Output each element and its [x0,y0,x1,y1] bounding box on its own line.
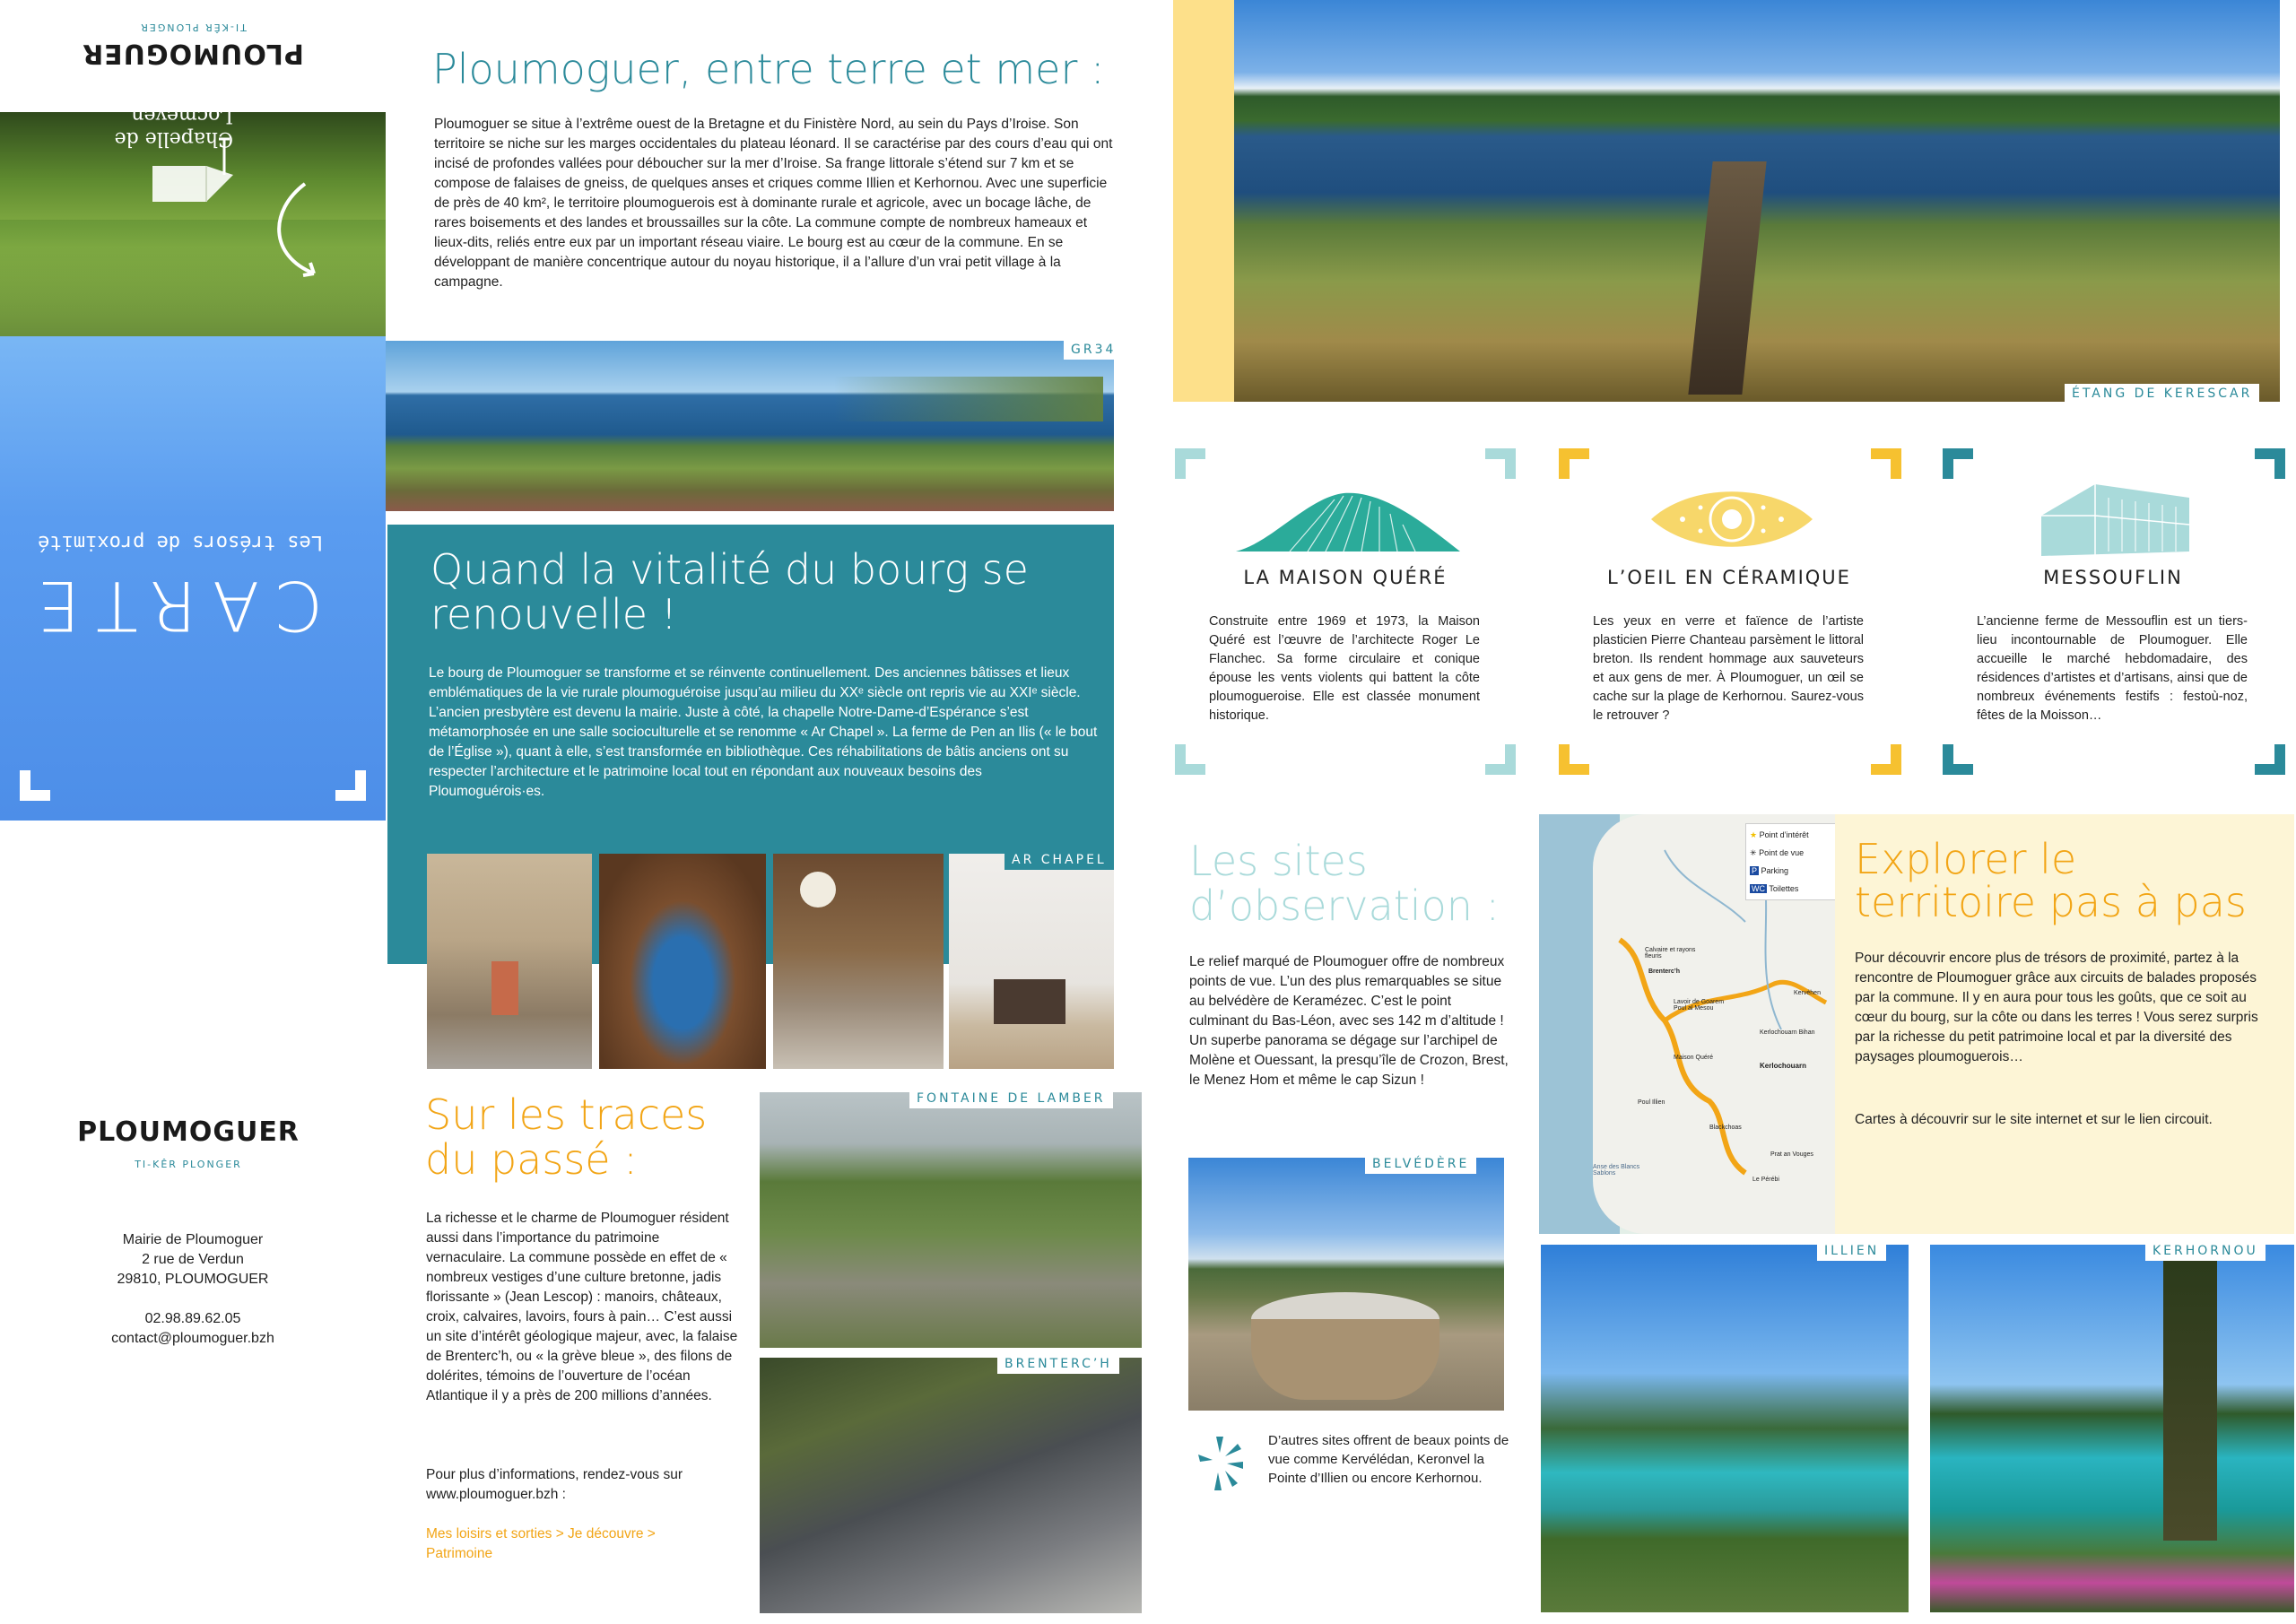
corner-bracket-icon [1943,744,1973,775]
card-text-maison-quere: Construite entre 1969 et 1973, la Maison Quéré est l’œuvre de l’architecte Roger Le Flanchec. Sa forme circulaire et conique épouse les vents violents qui battent la côte ploumogueroise. Elle est classée monument historique. [1209,614,1480,723]
card-text-messouflin: L’ancienne ferme de Messouflin est un tiers-lieu incontournable de Ploumoguer. Elle accueille le marché hebdomadaire, des résidences d’artistes et d’artisans, ainsi que de nombreux événements festifs : festoù-noz, fêtes de la Moisson… [1977,614,2248,723]
corner-bracket-icon [1485,448,1516,479]
corner-bracket-icon [1559,744,1589,775]
caption-gr34: GR34 [1064,340,1123,360]
toilets-icon: WC [1752,884,1765,893]
intro-text: Ploumoguer se situe à l’extrême ouest de la Bretagne et du Finistère Nord, au sein du Pays d’Iroise. Son territoire se niche sur les marges occidentales du plateau léonard. Il se caractérise par des cours d’eau qui ont incisé de profondes vallées pour déboucher sur la mer d’Iroise. Sa frange littorale s’étend sur 7 km et se compose de falaises de gneiss, de quelques anses et criques comme Illien et Kerhornou. Avec une superficie de près de 40 km², le territoire ploumoguerois est à dominante rurale et agricole, avec un bocage lâche, de rares boisements et des landes et broussailles sur la côte. La commune compte de nombreux hameaux et lieux-dits, reliés entre eux par un important réseau viaire. Le bourg est au cœur de la commune. En se développant de manière concentrique autour du noyau historique, il a l’allure d’un vrai petit village à la campagne. [434,117,1113,290]
caption-illien: ILLIEN [1817,1241,1886,1261]
parking-icon: P [1752,866,1758,875]
viewpoint-icon: ✳ [1750,848,1757,857]
star-icon: ★ [1750,830,1758,839]
corner-bracket-icon [20,770,50,801]
address-line: 29810, PLOUMOGUER [117,1272,269,1287]
card-title-maison-quere: LA MAISON QUÉRÉ [1243,567,1448,588]
traces-link[interactable]: Mes loisirs et sorties > Je découvre > Patrimoine [426,1526,656,1561]
corner-bracket-icon [20,82,50,112]
caption-belvedere: BELVÉDÈRE [1365,1154,1476,1174]
photo-gr34 [386,341,1114,511]
map[interactable] [1539,814,1835,1234]
explorer-title: Explorer le territoire pas à pas [1855,835,2247,926]
photo-belvedere [1188,1158,1504,1411]
corner-bracket-icon [1559,448,1589,479]
sites-note: D’autres sites offrent de beaux points de vue comme Kervélédan, Keronvel la Pointe d’Illien ou encore Kerhornou. [1268,1433,1509,1486]
map-place: Le Pérébi [1752,1177,1779,1183]
chapel-label: Chapelle de Locmeven [114,104,233,150]
map-place: Kervéhen [1794,990,1821,996]
traces-title: Sur les traces du passé : [425,1090,708,1184]
card-text-oeil: Les yeux en verre et faïence de l’artiste plasticien Pierre Chanteau parsèment le littoral breton. Ils rendent hommage aux sauveteurs et aux gens de mer. À Ploumoguer, un œil se cache sur la plage de Kerhornou. Saurez-vous le retrouver ? [1593,614,1864,723]
caption-brenterch: BRENTERC’H [997,1354,1119,1374]
map-place: Lavoir de Goarem Poul al Mesou [1674,999,1725,1012]
maison-quere-icon [1236,489,1460,556]
corner-bracket-icon [1485,744,1516,775]
map-place: Calvaire et rayons fleuris [1645,947,1696,960]
map-place: Maison Quéré [1674,1055,1713,1061]
vitalite-title: Quand la vitalité du bourg se renouvelle ! [430,545,1029,638]
corner-bracket-icon [335,770,366,801]
caption-kerhornou: KERHORNOU [2145,1241,2266,1261]
legend-item: ★ Point d’intérêt [1750,830,1809,839]
viewpoint-icon [1195,1435,1245,1498]
legend-item: P Parking [1752,866,1789,875]
map-place: Kerlochouarn Bihan [1760,1029,1815,1036]
cover-panel [0,0,386,821]
map-place: Anse des Blancs Sablons [1593,1164,1640,1177]
photo-ar-chapel-1 [427,854,592,1069]
photo-fontaine [760,1092,1142,1348]
photo-kerhornou [1930,1245,2294,1612]
photo-kerescar [1234,0,2280,402]
photo-ar-chapel-3 [773,854,944,1069]
traces-text: La richesse et le charme de Ploumoguer résident aussi dans l’importance du patrimoine vernaculaire. La commune possède en effet de « nombreux vestiges d’une culture bretonne, jadis florissante » (Jean Lescop) : manoirs, châteaux, croix, calvaires, lavoirs, fours à pain… C’est aussi un site d’intérêt géologique majeur, avec, la falaise de Brenterc’h, ou « la grève bleue », des filons de dolérites, témoins de l’ouverture de l’océan Atlantique il y a près de 200 millions d’années. [426,1211,738,1403]
photo-illien [1541,1245,1909,1612]
yellow-strip [1173,0,1234,402]
caption-fontaine: FONTAINE DE LAMBER [909,1089,1113,1108]
corner-bracket-icon [1943,448,1973,479]
intro-title: Ploumoguer, entre terre et mer : [432,45,1105,93]
corner-bracket-icon [2255,744,2285,775]
cover-brand-sub: TI-KÊR PLONGER [139,22,247,33]
card-title-messouflin: MESSOUFLIN [2043,567,2183,588]
legend-item: WC Toilettes [1752,884,1799,893]
legend-item: ✳ Point de vue [1750,848,1805,857]
back-brand-sub: TI-KÊR PLONGER [135,1159,242,1170]
explorer-text2: Cartes à découvrir sur le site internet et sur le lien circouit. [1855,1112,2213,1127]
map-place: Kerlochouarn [1760,1062,1807,1070]
carte-title: CARTE [21,566,323,646]
sites-title: Les sites d’observation : [1189,837,1500,930]
vitalite-text: Le bourg de Ploumoguer se transforme et se réinvente continuellement. Des anciennes bâtisses et lieux emblématiques de la vie rurale ploumoguéroise jusqu’au milieu du XXᵉ siècle ont repris vie au XXIᵉ siècle. L’ancien presbytère est devenu la mairie. Juste à côté, la chapelle Notre-Dame-d’Espérance s’est métamorphosée en une salle socioculturelle et se renomme « Ar Chapel ». La ferme de Pen an Ilis (« le bout de l’Église »), quant à elle, s’est transformée en bibliothèque. Ces réhabilitations de bâtis anciens ont su respecter l’architecture et le patrimoine local tout en répondant aux nouveaux besoins des Ploumoguérois·es. [429,665,1098,799]
messouflin-farm-icon [2032,480,2194,560]
corner-bracket-icon [2255,448,2285,479]
address-line: 2 rue de Verdun [142,1252,244,1267]
corner-bracket-icon [1871,448,1901,479]
map-place: Brenterc’h [1648,968,1681,975]
map-place: Poul Illien [1638,1099,1665,1106]
arrow-curve-icon [260,175,323,282]
cover-brand: PLOUMOGUER [82,38,304,69]
photo-brenterch [760,1358,1142,1613]
map-place: Blackchoas [1709,1125,1742,1131]
carte-subtitle: Les trésors de proximité [38,531,323,553]
caption-ar-chapel: AR CHAPEL [1004,850,1114,870]
photo-ar-chapel-4 [949,854,1114,1069]
photo-ar-chapel-2 [599,854,766,1069]
caption-kerescar: ÉTANG DE KERESCAR [2065,384,2259,404]
map-place: Prat an Vouges [1770,1151,1813,1158]
email-link[interactable]: contact@ploumoguer.bzh [111,1331,274,1346]
traces-more: Pour plus d’informations, rendez-vous sur www.ploumoguer.bzh : [426,1467,683,1502]
corner-bracket-icon [1175,448,1205,479]
address-line: Mairie de Ploumoguer [122,1232,264,1247]
back-brand: PLOUMOGUER [77,1116,300,1148]
address-block [54,1230,332,1349]
ceramic-eye-icon [1647,482,1817,556]
corner-bracket-icon [335,82,366,112]
map-legend [1745,823,1835,900]
corner-bracket-icon [1175,744,1205,775]
card-title-oeil: L’OEIL EN CÉRAMIQUE [1607,567,1851,588]
phone[interactable]: 02.98.89.62.05 [144,1311,241,1326]
explorer-text: Pour découvrir encore plus de trésors de proximité, partez à la rencontre de Ploumoguer grâce aux circuits de balades proposés par la commune. Il y en aura pour tous les goûts, que ce soit au cœur du bourg, sur la côte ou dans les terres ! Vous serez surpris par la richesse du petit patrimoine local et par la diversité des paysages ploumoguerois… [1855,951,2258,1064]
corner-bracket-icon [1871,744,1901,775]
sites-text: Le relief marqué de Ploumoguer offre de nombreux points de vue. L’un des plus remarquables se situe au belvédère de Keramézec. C’est le point culminant du Bas-Léon, avec ses 142 m d’altitude ! Un superbe panorama se dégage sur l’archipel de Molène et Ouessant, la presqu’île de Crozon, Brest, le Menez Hom et même le cap Sizun ! [1189,954,1509,1088]
